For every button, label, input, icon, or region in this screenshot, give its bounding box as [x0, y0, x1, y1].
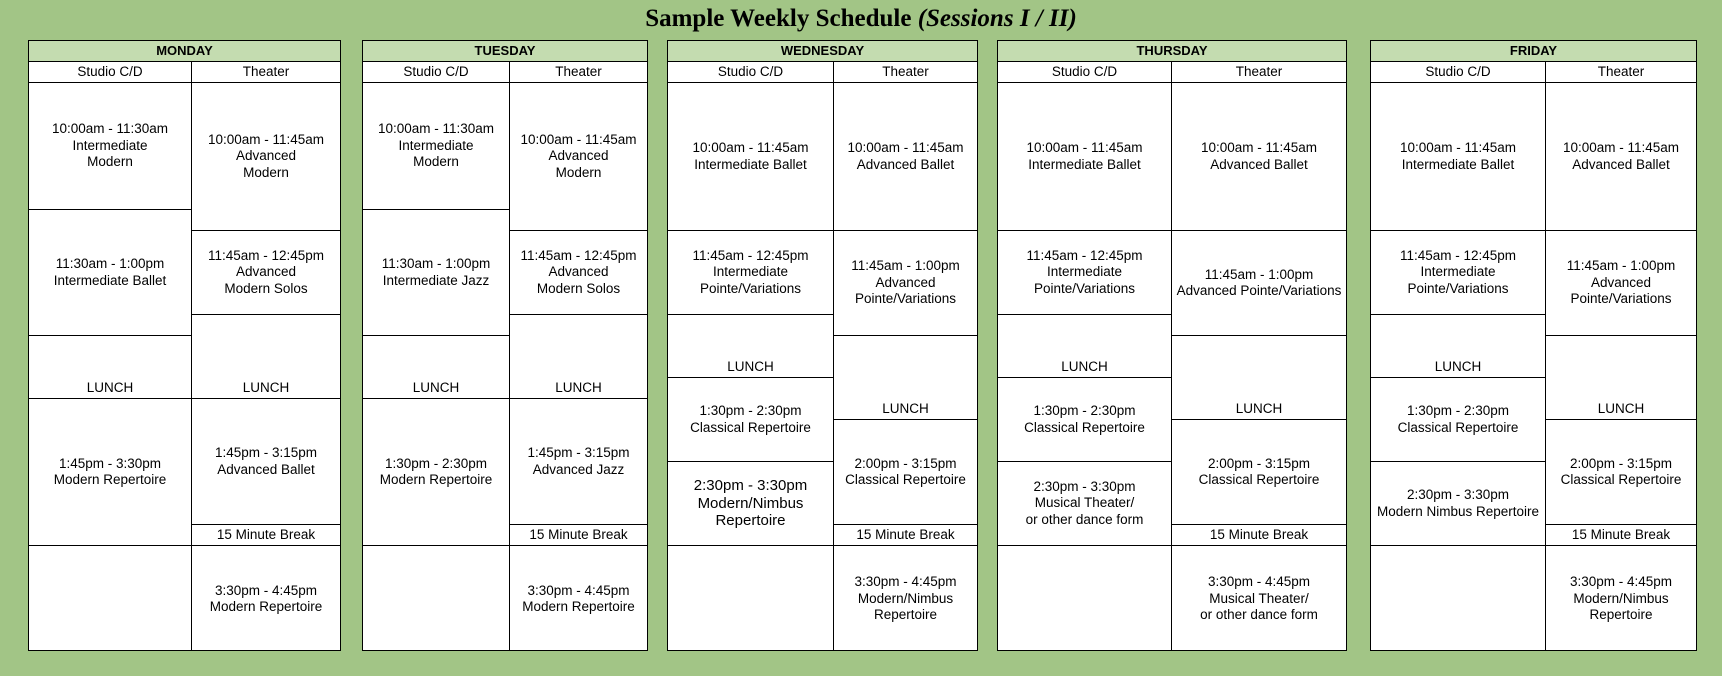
- class-slot: 10:00am - 11:30am Intermediate Modern: [377, 121, 495, 170]
- class-slot: 10:00am - 11:45am Advanced Ballet: [1200, 140, 1318, 172]
- class-slot: 1:30pm - 2:30pm Classical Repertoire: [1371, 377, 1545, 461]
- empty-slot: [1371, 545, 1545, 651]
- empty-slot: [363, 545, 509, 651]
- page-title: [0, 4, 1722, 34]
- day-tuesday: [362, 40, 648, 651]
- empty-slot: [998, 545, 1171, 651]
- day-monday: [28, 40, 341, 651]
- column-header-studio: Studio C/D: [363, 62, 509, 83]
- break-slot: 15 Minute Break: [834, 524, 977, 545]
- class-slot: 11:45am - 1:00pm Advanced Pointe/Variations: [1546, 230, 1696, 335]
- class-slot: 1:30pm - 2:30pm Classical Repertoire: [668, 377, 833, 461]
- class-slot: 11:45am - 12:45pm Intermediate Pointe/Variations: [998, 230, 1171, 314]
- day-header: WEDNESDAY: [668, 41, 977, 62]
- column-header-theater: Theater: [510, 62, 647, 83]
- lunch-slot: LUNCH: [363, 335, 509, 398]
- class-slot: 10:00am - 11:45am Advanced Modern: [207, 131, 325, 180]
- class-slot: 3:30pm - 4:45pm Modern/Nimbus Repertoire: [834, 545, 977, 651]
- class-slot: 1:45pm - 3:30pm Modern Repertoire: [29, 398, 191, 545]
- empty-slot: [29, 545, 191, 651]
- class-slot: 10:00am - 11:45am Advanced Ballet: [1562, 140, 1680, 172]
- class-slot: 11:45am - 1:00pm Advanced Pointe/Variations: [834, 230, 977, 335]
- title-main: Sample Weekly Schedule: [645, 5, 912, 32]
- break-slot: 15 Minute Break: [1546, 524, 1696, 545]
- class-slot: 11:30am - 1:00pm Intermediate Jazz: [363, 209, 509, 335]
- day-header: TUESDAY: [363, 41, 647, 62]
- class-slot: 10:00am - 11:45am Advanced Ballet: [847, 140, 964, 172]
- class-slot: 3:30pm - 4:45pm Musical Theater/ or other dance form: [1172, 545, 1346, 651]
- class-slot: 2:00pm - 3:15pm Classical Repertoire: [834, 419, 977, 524]
- class-slot: 1:30pm - 2:30pm Classical Repertoire: [998, 377, 1171, 461]
- class-slot: 3:30pm - 4:45pm Modern Repertoire: [192, 545, 340, 651]
- class-slot: 2:30pm - 3:30pm Modern/Nimbus Repertoire: [668, 461, 833, 545]
- column-header-studio: Studio C/D: [668, 62, 833, 83]
- break-slot: 15 Minute Break: [192, 524, 340, 545]
- day-thursday: [997, 40, 1347, 651]
- lunch-slot: LUNCH: [834, 335, 977, 419]
- break-slot: 15 Minute Break: [510, 524, 647, 545]
- lunch-slot: LUNCH: [1546, 335, 1696, 419]
- class-slot: 3:30pm - 4:45pm Modern/Nimbus Repertoire: [1546, 545, 1696, 651]
- column-header-theater: Theater: [1546, 62, 1696, 83]
- title-subtitle: (Sessions I / II): [917, 5, 1077, 32]
- lunch-slot: LUNCH: [1172, 335, 1346, 419]
- day-header: FRIDAY: [1371, 41, 1696, 62]
- class-slot: 10:00am - 11:45am Intermediate Ballet: [1026, 140, 1143, 172]
- column-header-studio: Studio C/D: [29, 62, 191, 83]
- column-header-theater: Theater: [834, 62, 977, 83]
- class-slot: 2:00pm - 3:15pm Classical Repertoire: [1546, 419, 1696, 524]
- column-header-theater: Theater: [1172, 62, 1346, 83]
- day-header: THURSDAY: [998, 41, 1346, 62]
- lunch-slot: LUNCH: [1371, 314, 1545, 377]
- day-header: MONDAY: [29, 41, 340, 62]
- class-slot: 1:45pm - 3:15pm Advanced Ballet: [192, 398, 340, 524]
- class-slot: 10:00am - 11:45am Intermediate Ballet: [692, 140, 809, 172]
- class-slot: 1:30pm - 2:30pm Modern Repertoire: [363, 398, 509, 545]
- lunch-slot: LUNCH: [998, 314, 1171, 377]
- column-header-studio: Studio C/D: [1371, 62, 1545, 83]
- empty-slot: [668, 545, 833, 651]
- day-wednesday: [667, 40, 978, 651]
- class-slot: 11:45am - 12:45pm Advanced Modern Solos: [510, 230, 647, 314]
- class-slot: 2:30pm - 3:30pm Musical Theater/ or other dance form: [998, 461, 1171, 545]
- class-slot: 11:45am - 1:00pm Advanced Pointe/Variations: [1172, 230, 1346, 335]
- lunch-slot: LUNCH: [668, 314, 833, 377]
- class-slot: 1:45pm - 3:15pm Advanced Jazz: [510, 398, 647, 524]
- day-friday: [1370, 40, 1697, 651]
- lunch-slot: LUNCH: [510, 314, 647, 398]
- class-slot: 11:45am - 12:45pm Intermediate Pointe/Variations: [1371, 230, 1545, 314]
- column-header-studio: Studio C/D: [998, 62, 1171, 83]
- class-slot: 11:45am - 12:45pm Advanced Modern Solos: [192, 230, 340, 314]
- class-slot: 3:30pm - 4:45pm Modern Repertoire: [510, 545, 647, 651]
- class-slot: 10:00am - 11:30am Intermediate Modern: [51, 121, 169, 170]
- column-header-theater: Theater: [192, 62, 340, 83]
- class-slot: 2:00pm - 3:15pm Classical Repertoire: [1172, 419, 1346, 524]
- class-slot: 11:45am - 12:45pm Intermediate Pointe/Variations: [668, 230, 833, 314]
- class-slot: 10:00am - 11:45am Intermediate Ballet: [1399, 140, 1517, 172]
- class-slot: 11:30am - 1:00pm Intermediate Ballet: [29, 209, 191, 335]
- class-slot: 10:00am - 11:45am Advanced Modern: [520, 131, 637, 180]
- class-slot: 2:30pm - 3:30pm Modern Nimbus Repertoire: [1371, 461, 1545, 545]
- lunch-slot: LUNCH: [192, 314, 340, 398]
- lunch-slot: LUNCH: [29, 335, 191, 398]
- break-slot: 15 Minute Break: [1172, 524, 1346, 545]
